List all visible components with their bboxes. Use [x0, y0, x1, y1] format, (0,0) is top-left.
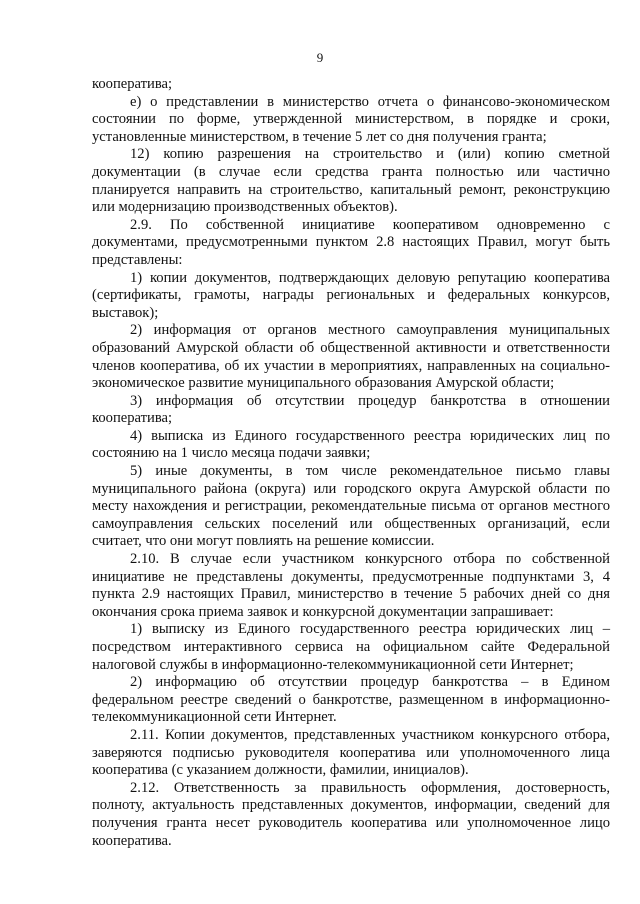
paragraph-2-9-item-1: 1) копии документов, подтверждающих деловую репутацию кооператива (сертификаты, грамоты, награды региональных и федеральных конкурсов, выставок);: [92, 269, 610, 321]
paragraph-clause-2-12: 2.12. Ответственность за правильность оформления, достоверность, полноту, актуальность представленных документов, информации, сведений для получения гранта несет руководитель кооператива или уполномоченное лицо кооператива.: [92, 779, 610, 849]
paragraph-clause-2-9: 2.9. По собственной инициативе кооперативом одновременно с документами, предусмотренными пунктом 2.8 настоящих Правил, могут быть представлены:: [92, 216, 610, 268]
paragraph-clause-2-11: 2.11. Копии документов, представленных участником конкурсного отбора, заверяются подписью руководителя кооператива или уполномоченного лица кооператива (с указанием должности, фамилии, инициалов).: [92, 726, 610, 779]
paragraph-2-9-item-2: 2) информация от органов местного самоуправления муниципальных образований Амурской области об общественной активности и ответственности членов кооператива, об их участии в мероприятиях, направленных на социально-экономическое развитие муниципального образования Амурской области;: [92, 322, 610, 392]
paragraph-2-10-item-2: 2) информацию об отсутствии процедур банкротства – в Едином федеральном реестре сведений о банкротстве, размещенном в информационно-телекоммуникационной сети Интернет.: [92, 674, 610, 726]
paragraph-2-9-item-4: 4) выписка из Единого государственного реестра юридических лиц по состоянию на 1 число месяца подачи заявки;: [92, 427, 610, 462]
paragraph-item-12: 12) копию разрешения на строительство и (или) копию сметной документации (в случае если средства гранта полностью или частично планируется направить на строительство, капитальный ремонт, реконструкцию или модернизацию производственных объектов).: [92, 146, 610, 216]
page-number: 9: [316, 50, 324, 65]
document-body: [92, 76, 610, 850]
paragraph-continuation: кооператива;: [92, 76, 173, 92]
paragraph-2-9-item-5: 5) иные документы, в том числе рекомендательное письмо главы муниципального района (округа) или городского округа Амурской области по месту нахождения и регистрации, рекомендательные письма от органов местного самоуправления сельских поселений или общественных организаций, если считает, что они могут повлиять на решение комиссии.: [92, 463, 610, 550]
paragraph-2-9-item-3: 3) информация об отсутствии процедур банкротства в отношении кооператива;: [92, 392, 610, 427]
paragraph-item-e: е) о представлении в министерство отчета о финансово-экономическом состоянии по форме, утвержденной министерством, в порядке и сроки, установленные министерством, в течение 5 лет со дня получения гранта;: [92, 93, 610, 145]
paragraph-2-10-item-1: 1) выписку из Единого государственного реестра юридических лиц – посредством интерактивного сервиса на официальном сайте Федеральной налоговой службы в информационно-телекоммуникационной сети Интернет;: [92, 621, 610, 673]
paragraph-clause-2-10: 2.10. В случае если участником конкурсного отбора по собственной инициативе не представлены документы, предусмотренные подпунктами 3, 4 пункта 2.9 настоящих Правил, министерство в течение 5 рабочих дней со дня окончания срока приема заявок и конкурсной документации запрашивает:: [92, 551, 610, 620]
